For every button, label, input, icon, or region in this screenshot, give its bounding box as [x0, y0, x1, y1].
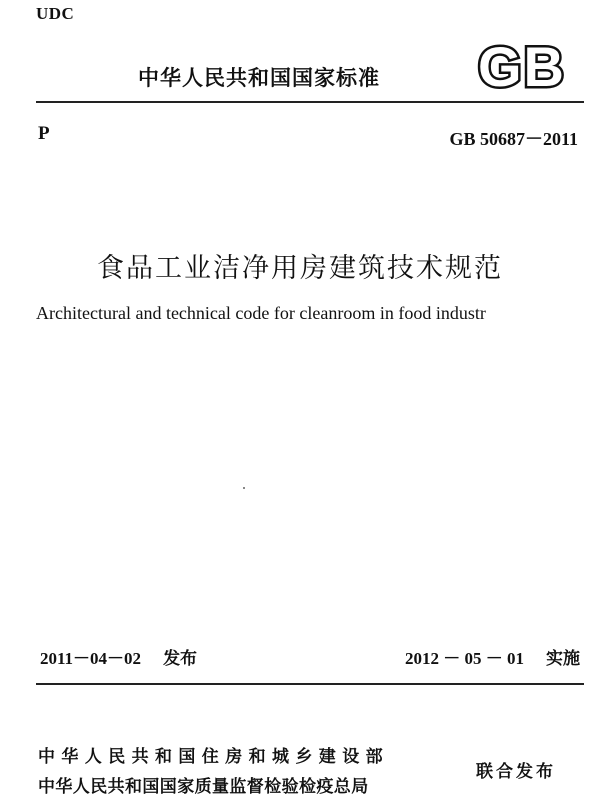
title-chinese: 食品工业洁净用房建筑技术规范: [97, 253, 503, 283]
issue-date-row: [40, 644, 197, 669]
gb-logo-text: GB: [478, 40, 566, 92]
gb-logo: [464, 40, 580, 92]
issue-label: 发布: [163, 649, 198, 669]
udc-label: UDC: [36, 4, 75, 23]
category-code: P: [38, 123, 50, 144]
implementation-label: 实施: [546, 649, 580, 669]
scan-speck: [243, 487, 245, 489]
joint-release-label: 联合发布: [476, 762, 556, 782]
issuer-ministry-1: 中华人民共和国住房和城乡建设部: [38, 747, 389, 767]
standard-number: GB 50687－2011: [449, 129, 578, 149]
implementation-date-row: [405, 644, 580, 669]
title-english: Architectural and technical code for cleanroom in food industr: [36, 303, 486, 323]
national-standard-heading: 中华人民共和国国家标准: [138, 66, 380, 90]
top-divider: [36, 101, 584, 103]
implementation-date: 2012 － 05 － 01: [405, 649, 524, 668]
issue-date: 2011－04－02: [40, 649, 142, 668]
issuer-ministry-2: 中华人民共和国国家质量监督检验检疫总局: [38, 777, 369, 797]
bottom-divider: [36, 683, 584, 685]
